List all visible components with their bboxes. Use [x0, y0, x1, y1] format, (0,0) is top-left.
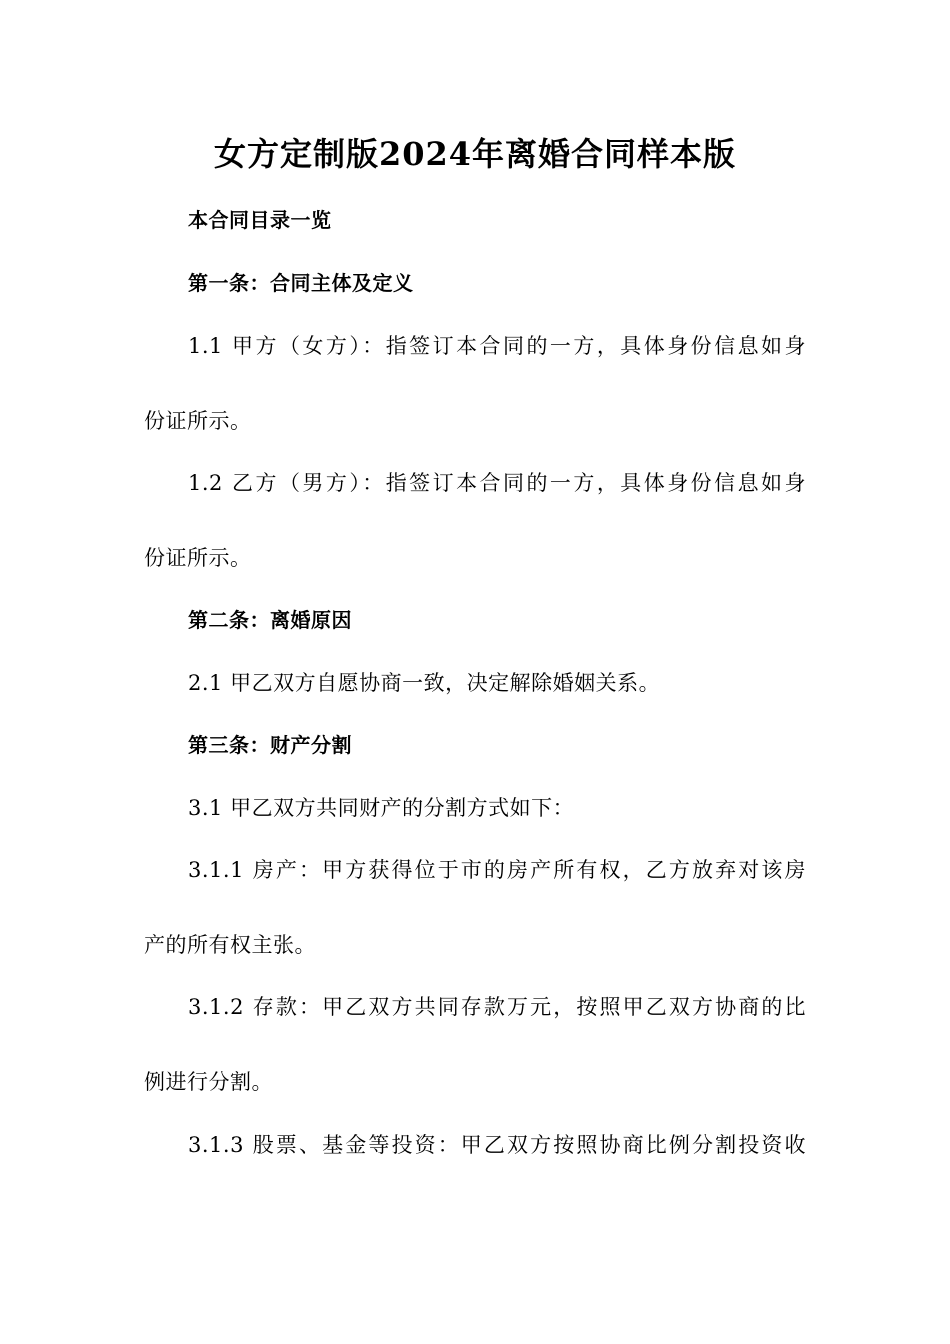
article-2-heading: 第二条：离婚原因 [188, 608, 352, 632]
article-3-heading: 第三条：财产分割 [188, 733, 352, 757]
clause-2-1: 2.1 甲乙双方自愿协商一致，决定解除婚姻关系。 [188, 671, 661, 695]
clause-3-1-2-line-2: 例进行分割。 [144, 1070, 273, 1094]
clause-1-1-line-1: 1.1 甲方（女方）：指签订本合同的一方，具体身份信息如身 [188, 334, 806, 358]
document-title: 女方定制版2024年离婚合同样本版 [213, 135, 737, 173]
article-1-heading: 第一条：合同主体及定义 [188, 271, 414, 295]
clause-1-2-line-1: 1.2 乙方（男方）：指签订本合同的一方，具体身份信息如身 [188, 471, 806, 495]
clause-1-1-line-2: 份证所示。 [144, 409, 252, 433]
clause-3-1: 3.1 甲乙双方共同财产的分割方式如下： [188, 796, 575, 820]
clause-1-2-line-2: 份证所示。 [144, 546, 252, 570]
toc-heading: 本合同目录一览 [188, 208, 332, 232]
clause-3-1-1-line-1: 3.1.1 房产：甲方获得位于市的房产所有权，乙方放弃对该房 [188, 858, 806, 882]
clause-3-1-3-line-1: 3.1.3 股票、基金等投资：甲乙双方按照协商比例分割投资收 [188, 1133, 806, 1157]
clause-3-1-1-line-2: 产的所有权主张。 [144, 933, 316, 957]
clause-3-1-2-line-1: 3.1.2 存款：甲乙双方共同存款万元，按照甲乙双方协商的比 [188, 995, 806, 1019]
